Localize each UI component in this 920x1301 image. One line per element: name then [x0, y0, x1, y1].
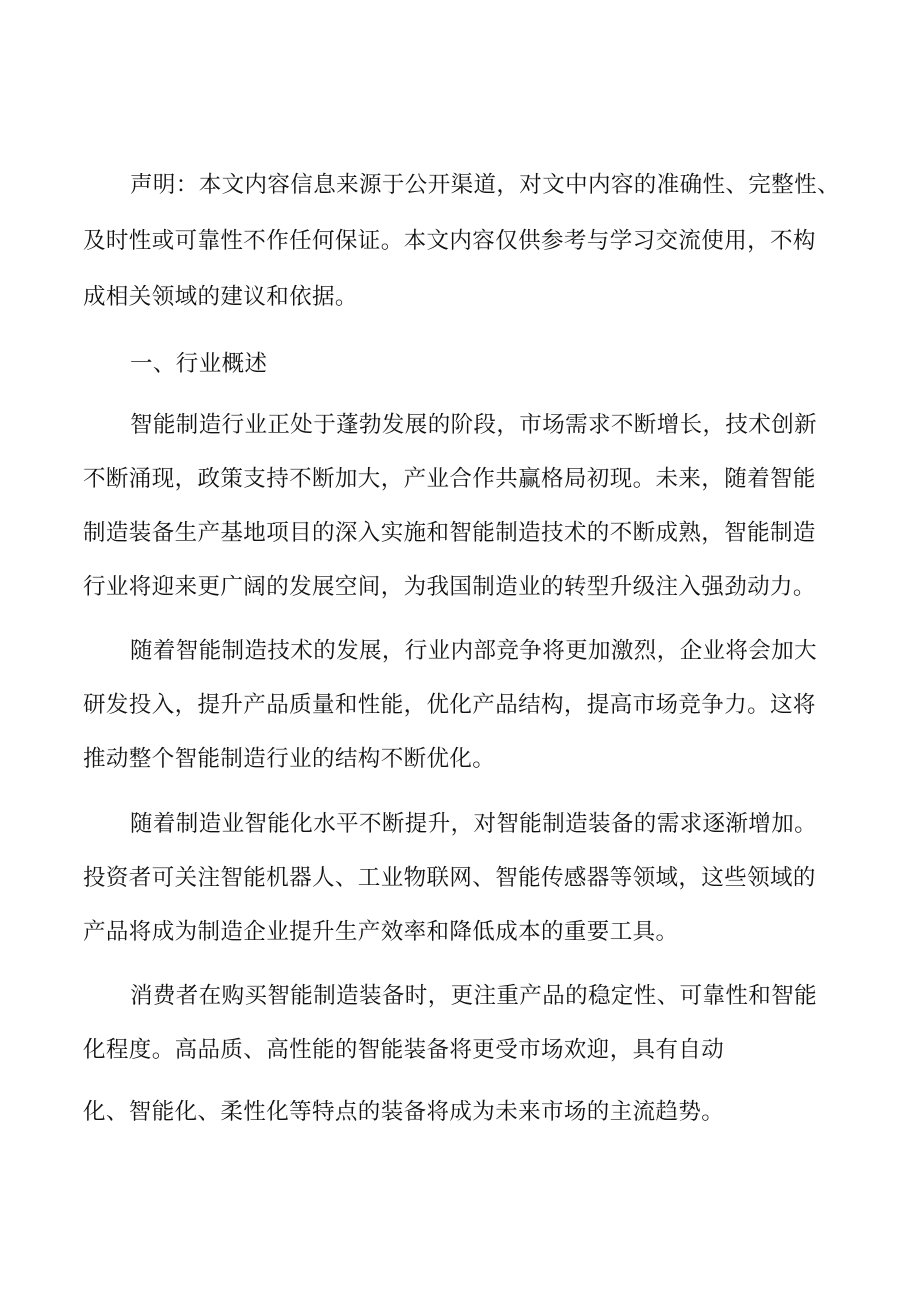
paragraph-line: 制造装备生产基地项目的深入实施和智能制造技术的不断成熟，智能制造 [83, 520, 816, 546]
paragraph-line: 研发投入，提升产品质量和性能，优化产品结构，提高市场竞争力。这将 [83, 692, 816, 718]
paragraph-line: 消费者在购买智能制造装备时，更注重产品的稳定性、可靠性和智能 [130, 983, 818, 1009]
paragraph-line: 推动整个智能制造行业的结构不断优化。 [83, 746, 496, 772]
section-heading: 一、行业概述 [130, 351, 268, 377]
paragraph-line: 随着智能制造技术的发展，行业内部竞争将更加激烈，企业将会加大 [130, 638, 818, 664]
paragraph-line: 产品将成为制造企业提升生产效率和降低成本的重要工具。 [83, 919, 679, 945]
disclaimer-line: 声明：本文内容信息来源于公开渠道，对文中内容的准确性、完整性、 [130, 172, 840, 198]
paragraph-line: 不断涌现，政策支持不断加大，产业合作共赢格局初现。未来，随着智能 [83, 466, 816, 492]
paragraph-line: 智能制造行业正处于蓬勃发展的阶段，市场需求不断增长，技术创新 [130, 412, 818, 438]
paragraph-line: 投资者可关注智能机器人、工业物联网、智能传感器等领域，这些领域的 [83, 865, 816, 891]
paragraph-line: 化、智能化、柔性化等特点的装备将成为未来市场的主流趋势。 [83, 1099, 725, 1125]
disclaimer-line: 成相关领域的建议和依据。 [83, 284, 358, 310]
disclaimer-line: 及时性或可靠性不作任何保证。本文内容仅供参考与学习交流使用，不构 [83, 228, 816, 254]
paragraph-line: 行业将迎来更广阔的发展空间，为我国制造业的转型升级注入强劲动力。 [83, 574, 816, 600]
paragraph-line: 化程度。高品质、高性能的智能装备将更受市场欢迎，具有自动 [83, 1037, 725, 1063]
paragraph-line: 随着制造业智能化水平不断提升，对智能制造装备的需求逐渐增加。 [130, 811, 818, 837]
